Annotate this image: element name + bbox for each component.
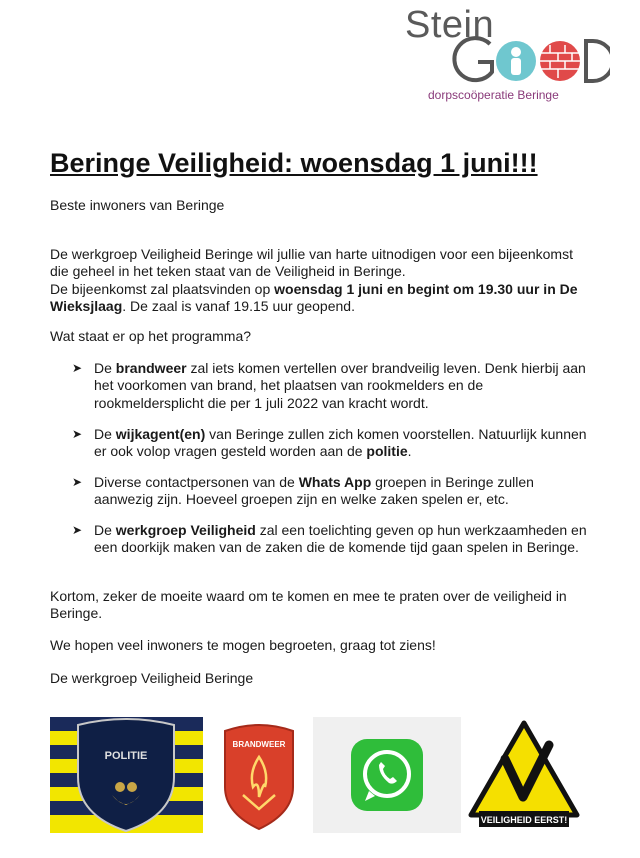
greeting: Beste inwoners van Beringe [50, 197, 225, 213]
logo-word-stein: Stein [405, 4, 495, 46]
steingood-logo [400, 4, 615, 104]
logo-word-good [450, 34, 610, 86]
brandweer-label: BRANDWEER [232, 740, 286, 749]
brandweer-logo [219, 717, 299, 833]
arrow-bullet-icon: ➤ [72, 523, 83, 537]
intro-line-1: De werkgroep Veiligheid Beringe wil jullie van harte uitnodigen voor een bijeenkomst die geheel in het teken staat van de Veiligheid in Beringe. [50, 246, 573, 280]
closing-paragraph: Kortom, zeker de moeite waard om te komen en mee te praten over de veiligheid in Beringe. [50, 588, 567, 622]
bullet-keyword: brandweer [115, 360, 187, 376]
signature: De werkgroep Veiligheid Beringe [50, 670, 254, 686]
logo-subtitle: dorpscoöperatie Beringe [428, 88, 559, 102]
bullet-keyword: werkgroep Veiligheid [115, 522, 256, 538]
whatsapp-logo [313, 717, 461, 833]
bullet-keyword-2: politie [366, 443, 408, 460]
intro-date-time-location: woensdag 1 juni en begint om 19.30 uur in De Wieksjlaag [50, 280, 578, 314]
bullet-keyword: wijkagent(en) [115, 426, 206, 442]
closing-greeting: We hopen veel inwoners te mogen begroeten, graag tot ziens! [50, 637, 436, 653]
veiligheid-label: VEILIGHEID EERST! [480, 815, 568, 825]
intro-paragraph [50, 246, 590, 315]
intro-line-2c: . De zaal is vanaf 19.15 uur geopend. [122, 297, 355, 314]
page-title: Beringe Veiligheid: woensdag 1 juni!!! [50, 148, 538, 178]
veiligheid-eerst-logo [465, 717, 583, 833]
politie-logo [50, 717, 203, 833]
politie-label: POLITIE [104, 750, 148, 762]
arrow-bullet-icon: ➤ [72, 427, 83, 441]
arrow-bullet-icon: ➤ [72, 361, 83, 375]
intro-line-2a: De bijeenkomst zal plaatsvinden op [50, 280, 275, 297]
program-question: Wat staat er op het programma? [50, 328, 252, 344]
arrow-bullet-icon: ➤ [72, 475, 83, 489]
bullet-keyword: Whats App [298, 474, 372, 490]
